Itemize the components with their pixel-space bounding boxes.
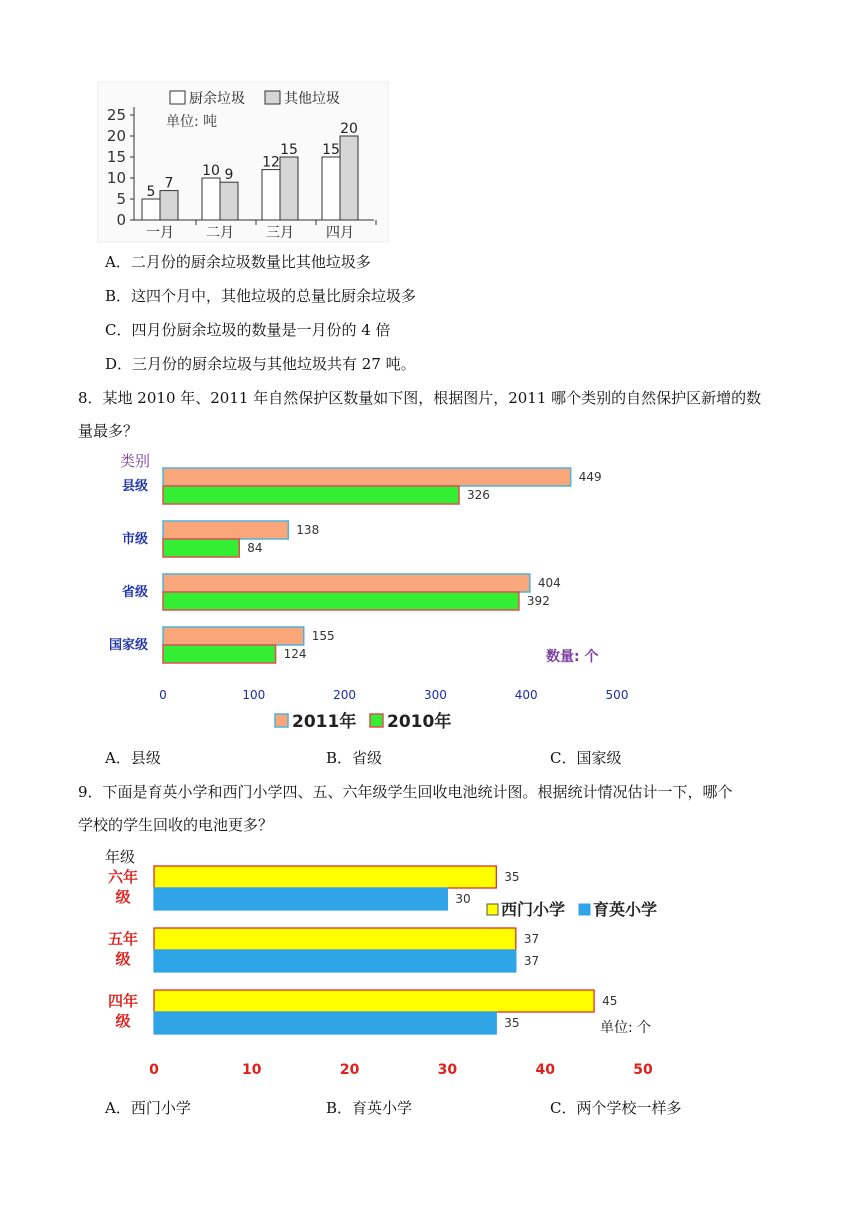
chart1-bar-1-1 [220,182,238,220]
q8-question-line1: 8．某地 2010 年、2011 年自然保护区数量如下图，根据图片，2011 哪个类别的自然保护区新增的数 [78,389,762,407]
chart3-bar-0-0 [154,866,496,888]
chart1-y-tick-label-5: 25 [106,106,126,124]
chart3-unit-label: 单位: 个 [600,1020,652,1036]
chart1-data-label-0-1: 7 [164,175,174,192]
chart1-data-label-0-0: 5 [146,184,156,200]
chart2-bar-3-0 [163,627,304,645]
chart2-category-label-3: 国家级 [108,638,148,653]
chart2-x-tick-label-3: 300 [423,688,447,702]
chart3-legend-label-0: 西门小学 [501,900,566,919]
chart3-category-label-line-0-1: 级 [115,888,131,906]
chart1-bar-0-1 [160,191,178,220]
q7-option-d[interactable]: D．三月份的厨余垃圾与其他垃圾共有 27 吨。 [105,355,416,373]
chart2-category-label-0: 县级 [121,479,148,494]
chart2-bar-3-1 [163,645,276,663]
chart2-legend-label-0: 2011年 [292,712,357,732]
q7-option-c[interactable]: C．四月份厨余垃圾的数量是一月份的 4 倍 [105,321,391,339]
chart1-x-tick-label-0: 一月 [146,225,174,241]
chart2-category-label-2: 省级 [121,585,148,600]
chart1-y-tick-label-3: 15 [106,148,126,166]
chart1-data-label-1-0: 10 [202,163,220,179]
chart3-legend [487,900,657,919]
chart1-legend-label-0: 厨余垃圾 [189,91,245,107]
chart3-category-label-1 [108,930,138,968]
chart2-x-tick-label-5: 500 [605,688,629,702]
chart1-x-tick-label-3: 四月 [326,225,354,241]
chart1-unit-label: 单位: 吨 [166,114,218,130]
chart3-category-label-2 [108,992,138,1030]
chart3-x-tick-label-0: 0 [149,1062,159,1078]
chart1-bar-1-0 [202,178,220,220]
chart1-bar-0-0 [142,199,160,220]
q9-option-b[interactable]: B．育英小学 [326,1099,413,1117]
q9-question-line1: 9．下面是育英小学和西门小学四、五、六年级学生回收电池统计图。根据统计情况估计一下，哪个 [78,783,733,801]
q8-option-a[interactable]: A．县级 [105,749,161,767]
chart2-data-label-0-0: 449 [578,470,602,484]
chart1-data-label-2-1: 15 [280,142,298,158]
chart3-x-tick-label-5: 50 [633,1062,653,1078]
chart2-axis-title: 类别 [120,452,151,470]
battery-bar-chart [95,845,695,1085]
chart2-data-label-3-0: 155 [311,629,335,643]
chart3-category-label-line-0-0: 六年 [107,868,139,886]
chart1-bar-2-0 [262,170,280,220]
chart3-data-label-1-0: 37 [523,932,540,946]
chart3-bar-1-0 [154,928,516,950]
chart2-x-tick-label-4: 400 [514,688,538,702]
q7-option-b[interactable]: B．这四个月中，其他垃圾的总量比厨余垃圾多 [105,287,417,305]
chart1-bar-3-0 [322,157,340,220]
chart1-data-label-2-0: 12 [262,154,280,171]
q9-question-line2: 学校的学生回收的电池更多？ [78,816,274,834]
chart3-data-label-0-0: 35 [504,870,520,884]
chart1-data-label-3-0: 15 [322,142,340,158]
chart2-legend [275,711,451,732]
chart1-legend-swatch-0 [170,91,185,104]
q8-option-b[interactable]: B．省级 [326,749,383,767]
chart2-data-label-3-1: 124 [283,647,307,661]
chart3-data-label-0-1: 30 [455,892,471,906]
chart2-data-label-2-1: 392 [526,594,550,608]
q8-question-line2: 量最多？ [78,422,139,440]
chart3-data-label-2-1: 35 [504,1016,520,1030]
chart2-x-tick-label-2: 200 [333,688,357,702]
chart3-legend-swatch-0 [487,904,498,915]
chart3-category-label-line-2-1: 级 [115,1012,131,1030]
chart3-legend-swatch-1 [579,904,590,915]
chart2-bar-2-0 [163,574,530,592]
chart3-data-label-2-0: 45 [602,994,618,1008]
chart3-x-tick-label-1: 10 [242,1062,262,1078]
q9-option-a[interactable]: A．西门小学 [105,1099,191,1117]
chart3-axis-title: 年级 [105,848,136,866]
chart3-category-label-0 [108,868,138,906]
chart2-data-label-0-1: 326 [467,488,490,502]
chart1-legend-label-1: 其他垃圾 [284,91,340,107]
chart2-data-label-2-0: 404 [537,576,561,590]
chart1-bar-2-1 [280,157,298,220]
chart1-x-tick-label-2: 三月 [266,225,294,241]
q8-option-c[interactable]: C．国家级 [550,749,622,767]
chart3-bar-2-1 [154,1012,496,1034]
chart3-category-label-line-1-1: 级 [115,950,131,968]
chart2-bar-0-0 [163,468,571,486]
chart1-data-label-3-1: 20 [340,121,358,137]
chart1-y-tick-label-1: 5 [116,190,126,208]
chart2-legend-swatch-0 [275,714,288,727]
chart1-y-tick-label-2: 10 [106,169,126,187]
garbage-bar-chart [98,82,388,242]
chart1-y-tick-label-4: 20 [106,127,126,145]
chart1-data-label-1-1: 9 [224,167,234,184]
chart2-data-label-1-0: 138 [296,523,320,537]
chart3-bar-2-0 [154,990,594,1012]
chart1-x-tick-label-1: 二月 [206,225,234,241]
chart3-x-tick-label-3: 30 [437,1062,458,1078]
chart2-legend-swatch-1 [370,714,383,727]
chart3-x-tick-label-4: 40 [535,1062,555,1078]
chart2-bar-2-1 [163,592,519,610]
chart3-bar-0-1 [154,888,447,910]
chart2-bar-1-0 [163,521,288,539]
chart2-data-label-1-1: 84 [247,541,263,555]
chart3-bar-1-1 [154,950,516,972]
chart3-category-label-line-1-0: 五年 [107,930,139,948]
chart2-unit-label: 数量: 个 [546,649,599,665]
chart2-x-tick-label-0: 0 [159,688,167,702]
chart1-legend-swatch-1 [265,91,280,104]
chart3-data-label-1-1: 37 [523,954,540,968]
chart3-category-label-line-2-0: 四年 [107,992,139,1010]
chart2-category-label-1: 市级 [121,532,148,547]
q7-option-a[interactable]: A．二月份的厨余垃圾数量比其他垃圾多 [105,253,371,271]
chart1-bar-3-1 [340,136,358,220]
chart3-legend-label-1: 育英小学 [593,900,658,919]
chart1-y-tick-label-0: 0 [116,211,126,229]
reserve-bar-chart [100,450,660,735]
chart3-x-tick-label-2: 20 [339,1062,360,1078]
chart2-bar-1-1 [163,539,239,557]
chart2-x-tick-label-1: 100 [242,688,266,702]
q9-option-c[interactable]: C．两个学校一样多 [550,1099,682,1117]
chart2-bar-0-1 [163,486,459,504]
chart2-legend-label-1: 2010年 [387,712,452,732]
